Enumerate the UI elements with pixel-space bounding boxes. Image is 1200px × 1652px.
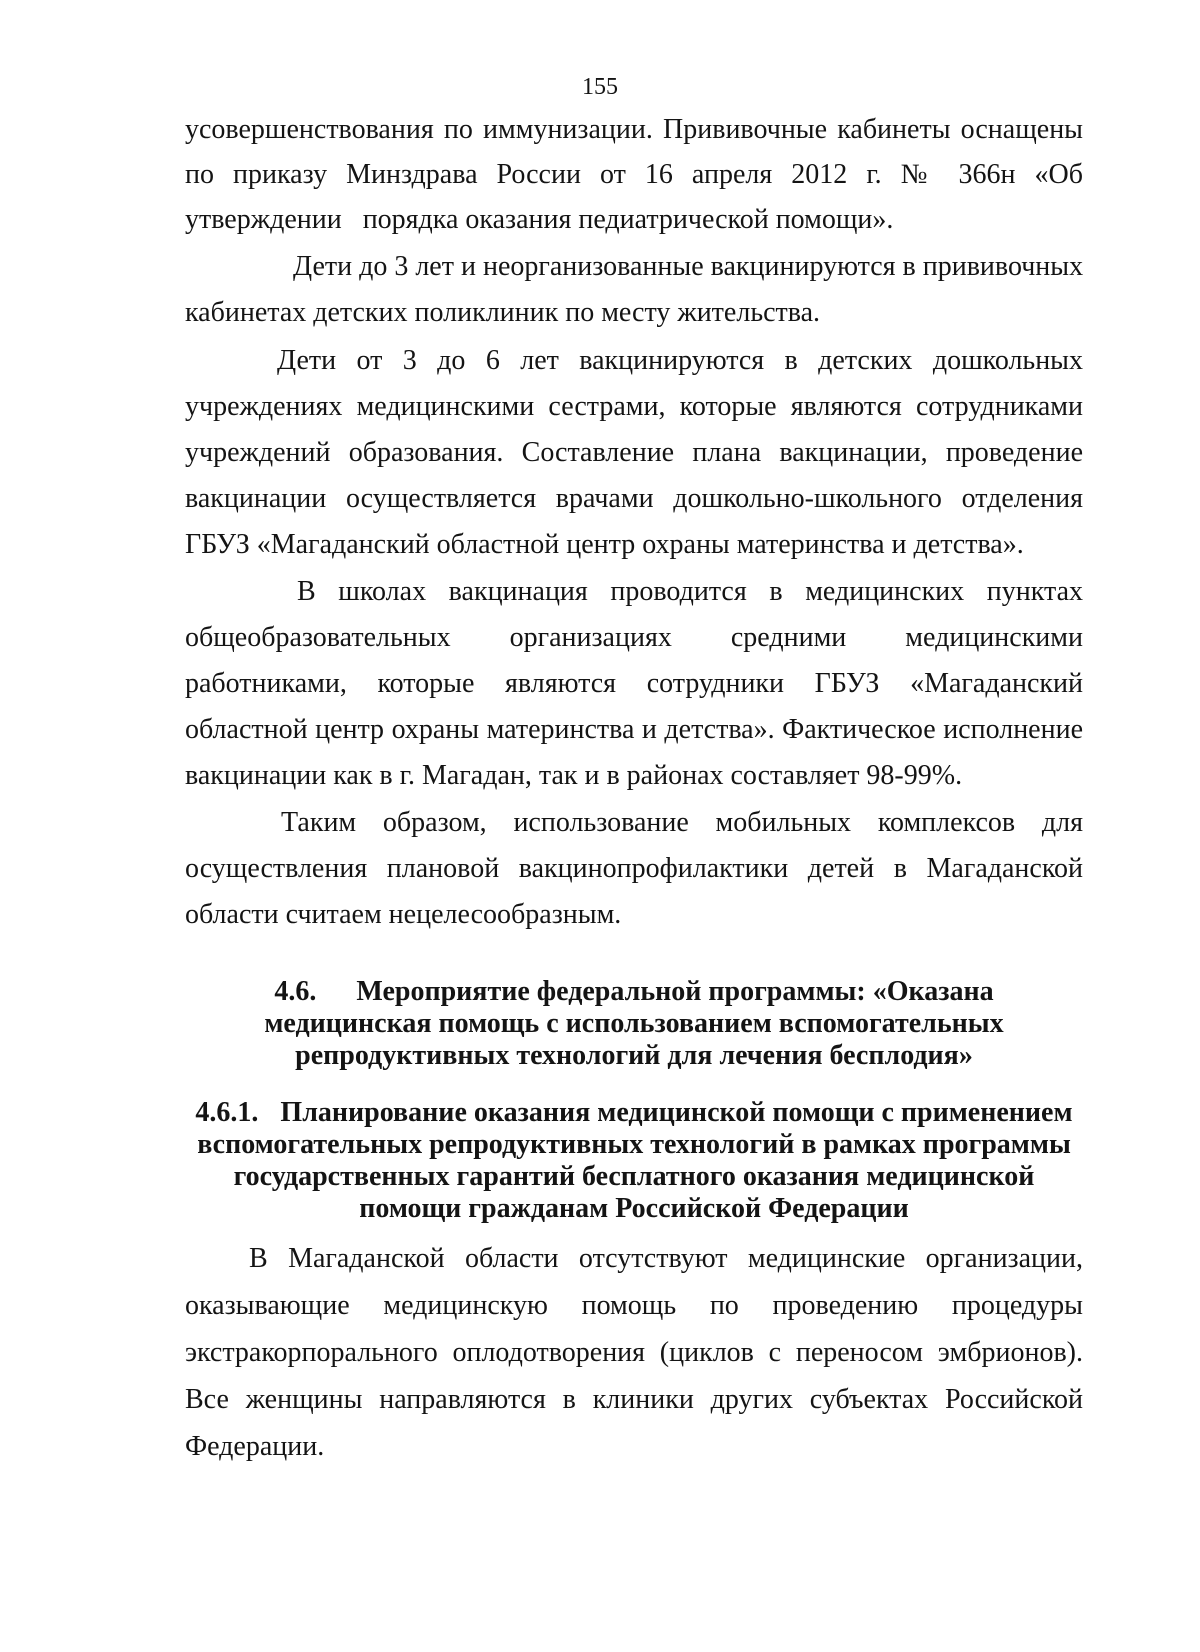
section-4-6-1-heading-line-1 [180,1096,1088,1130]
section-4-6-1-title-line-1: Планирование оказания медицинской помощи с применением [280,1097,1073,1128]
paragraph-6-line-5: Федерации. [185,1431,325,1462]
paragraph-6-line-1: В Магаданской области отсутствуют медицинские организации, [249,1243,1083,1274]
paragraph-5-line-1: Таким образом, использование мобильных комплексов для [281,807,1083,838]
section-4-6-title-line-2: медицинская помощь с использованием вспомогательных [264,1008,1004,1039]
section-4-6-1-title-line-2: вспомогательных репродуктивных технологий в рамках программы [197,1129,1071,1160]
paragraph-1-line-3: утверждении порядка оказания педиатрической помощи». [185,204,894,235]
section-4-6-title-line-3: репродуктивных технологий для лечения бесплодия» [295,1040,973,1071]
section-4-6-1-title-line-4: помощи гражданам Российской Федерации [359,1193,909,1224]
section-4-6-title-line-1: Мероприятие федеральной программы: «Оказана [356,976,994,1007]
paragraph-3-line-2: учреждениях медицинскими сестрами, которые являются сотрудниками [185,391,1083,422]
paragraph-2-line-2: кабинетах детских поликлиник по месту жительства. [185,297,821,328]
section-4-6-number: 4.6. [274,976,317,1007]
section-4-6-heading-line-1 [180,975,1088,1009]
paragraph-3-line-5: ГБУЗ «Магаданский областной центр охраны материнства и детства». [185,529,1024,560]
paragraph-6-line-3: экстракорпорального оплодотворения (циклов с переносом эмбрионов). [185,1337,1083,1368]
paragraph-4-line-5: вакцинации как в г. Магадан, так и в районах составляет 98-99%. [185,760,963,791]
section-4-6-1-number: 4.6.1. [195,1097,259,1128]
paragraph-4-line-3: работниками, которые являются сотрудники ГБУЗ «Магаданский [185,668,1083,699]
section-4-6-1-title-line-3: государственных гарантий бесплатного оказания медицинской [233,1161,1035,1192]
paragraph-5-line-3: области считаем нецелесообразным. [185,899,622,930]
page-number: 155 [582,74,618,100]
paragraph-3-line-4: вакцинации осуществляется врачами дошкольно-школьного отделения [185,483,1083,514]
paragraph-6-line-4: Все женщины направляются в клиники других субъектах Российской [185,1384,1083,1415]
paragraph-3-line-3: учреждений образования. Составление плана вакцинации, проведение [185,437,1083,468]
paragraph-5-line-2: осуществления плановой вакцинопрофилактики детей в Магаданской [185,853,1083,884]
paragraph-6-line-2: оказывающие медицинскую помощь по проведению процедуры [185,1290,1083,1321]
paragraph-2-line-1: Дети до 3 лет и неорганизованные вакцинируются в прививочных [293,251,1084,282]
paragraph-3-line-1: Дети от 3 до 6 лет вакцинируются в детских дошкольных [277,345,1083,376]
paragraph-1-line-2: по приказу Минздрава России от 16 апреля 2012 г. № 366н «Об [185,159,1083,190]
paragraph-4-line-2: общеобразовательных организациях средними медицинскими [185,622,1083,653]
paragraph-1-line-1: усовершенствования по иммунизации. Прививочные кабинеты оснащены [185,114,1083,145]
paragraph-4-line-4: областной центр охраны материнства и детства». Фактическое исполнение [185,714,1083,745]
paragraph-4-line-1: В школах вакцинация проводится в медицинских пунктах [297,576,1083,607]
